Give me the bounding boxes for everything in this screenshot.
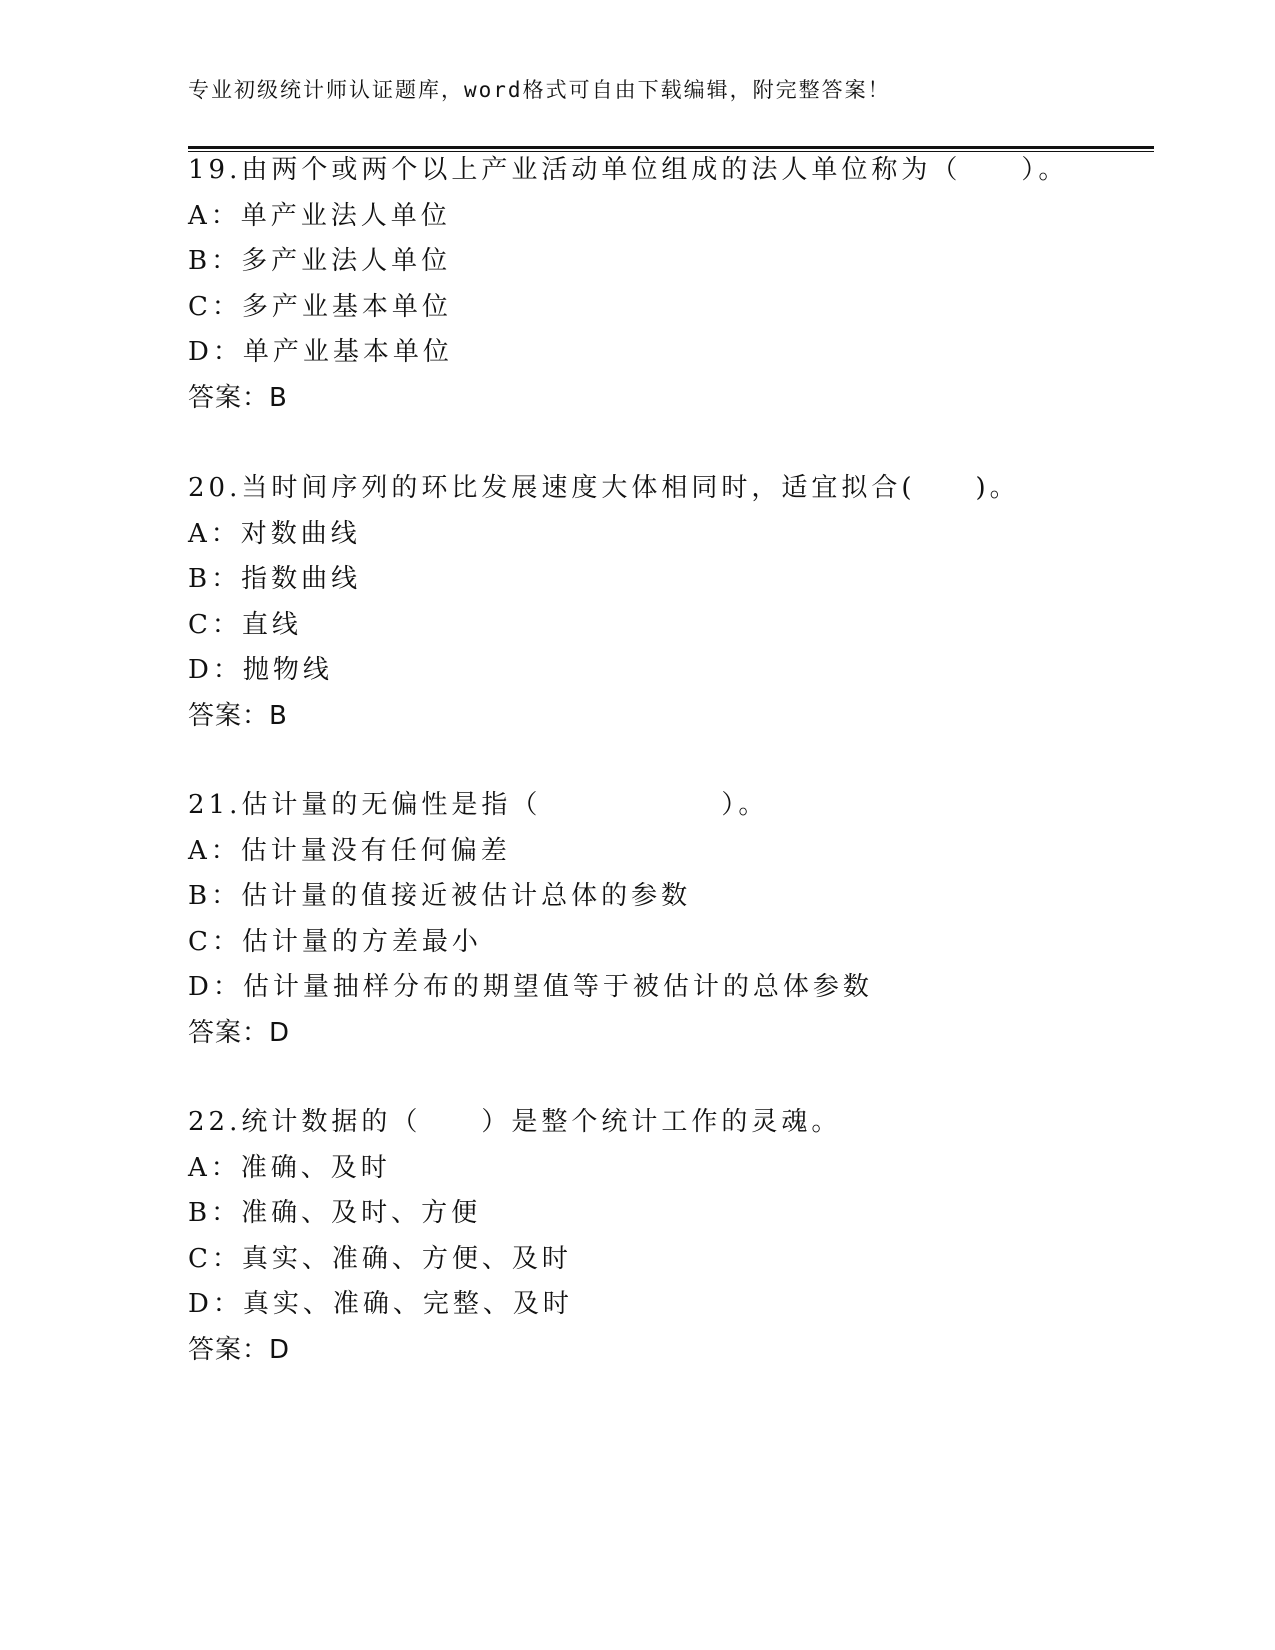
- option-d: D：抛物线: [188, 655, 333, 685]
- option-d: D：单产业基本单位: [188, 337, 453, 367]
- option-c: C：直线: [188, 609, 302, 640]
- answer-label: 答案：D: [188, 1017, 291, 1048]
- option-c: C：多产业基本单位: [188, 291, 452, 322]
- option-c: C：真实、准确、方便、及时: [188, 1243, 572, 1274]
- answer-label: 答案：B: [188, 382, 288, 413]
- question-19: [188, 148, 1148, 421]
- question-20: [188, 466, 1148, 739]
- option-b: B：多产业法人单位: [188, 246, 452, 276]
- page-header: 专业初级统计师认证题库，word格式可自由下载编辑，附完整答案！: [188, 78, 891, 102]
- option-b: B：准确、及时、方便: [188, 1198, 482, 1228]
- option-a: A：估计量没有任何偏差: [188, 835, 511, 866]
- option-c: C：估计量的方差最小: [188, 926, 482, 957]
- option-b: B：指数曲线: [188, 564, 362, 594]
- option-b: B：估计量的值接近被估计总体的参数: [188, 881, 692, 911]
- option-d: D：估计量抽样分布的期望值等于被估计的总体参数: [188, 972, 873, 1002]
- question-stem: 21.估计量的无偏性是指（ ）。: [188, 790, 769, 820]
- answer-label: 答案：D: [188, 1334, 291, 1365]
- question-21: [188, 783, 1148, 1056]
- option-a: A：对数曲线: [188, 518, 361, 549]
- option-a: A：准确、及时: [188, 1152, 391, 1183]
- question-22: [188, 1100, 1148, 1373]
- answer-label: 答案：B: [188, 700, 288, 731]
- option-a: A：单产业法人单位: [188, 200, 451, 231]
- question-stem: 19.由两个或两个以上产业活动单位组成的法人单位称为（ ）。: [188, 155, 1069, 185]
- option-d: D：真实、准确、完整、及时: [188, 1289, 573, 1319]
- question-stem: 22.统计数据的（ ）是整个统计工作的灵魂。: [188, 1107, 842, 1137]
- question-stem: 20.当时间序列的环比发展速度大体相同时，适宜拟合( )。: [188, 473, 1020, 503]
